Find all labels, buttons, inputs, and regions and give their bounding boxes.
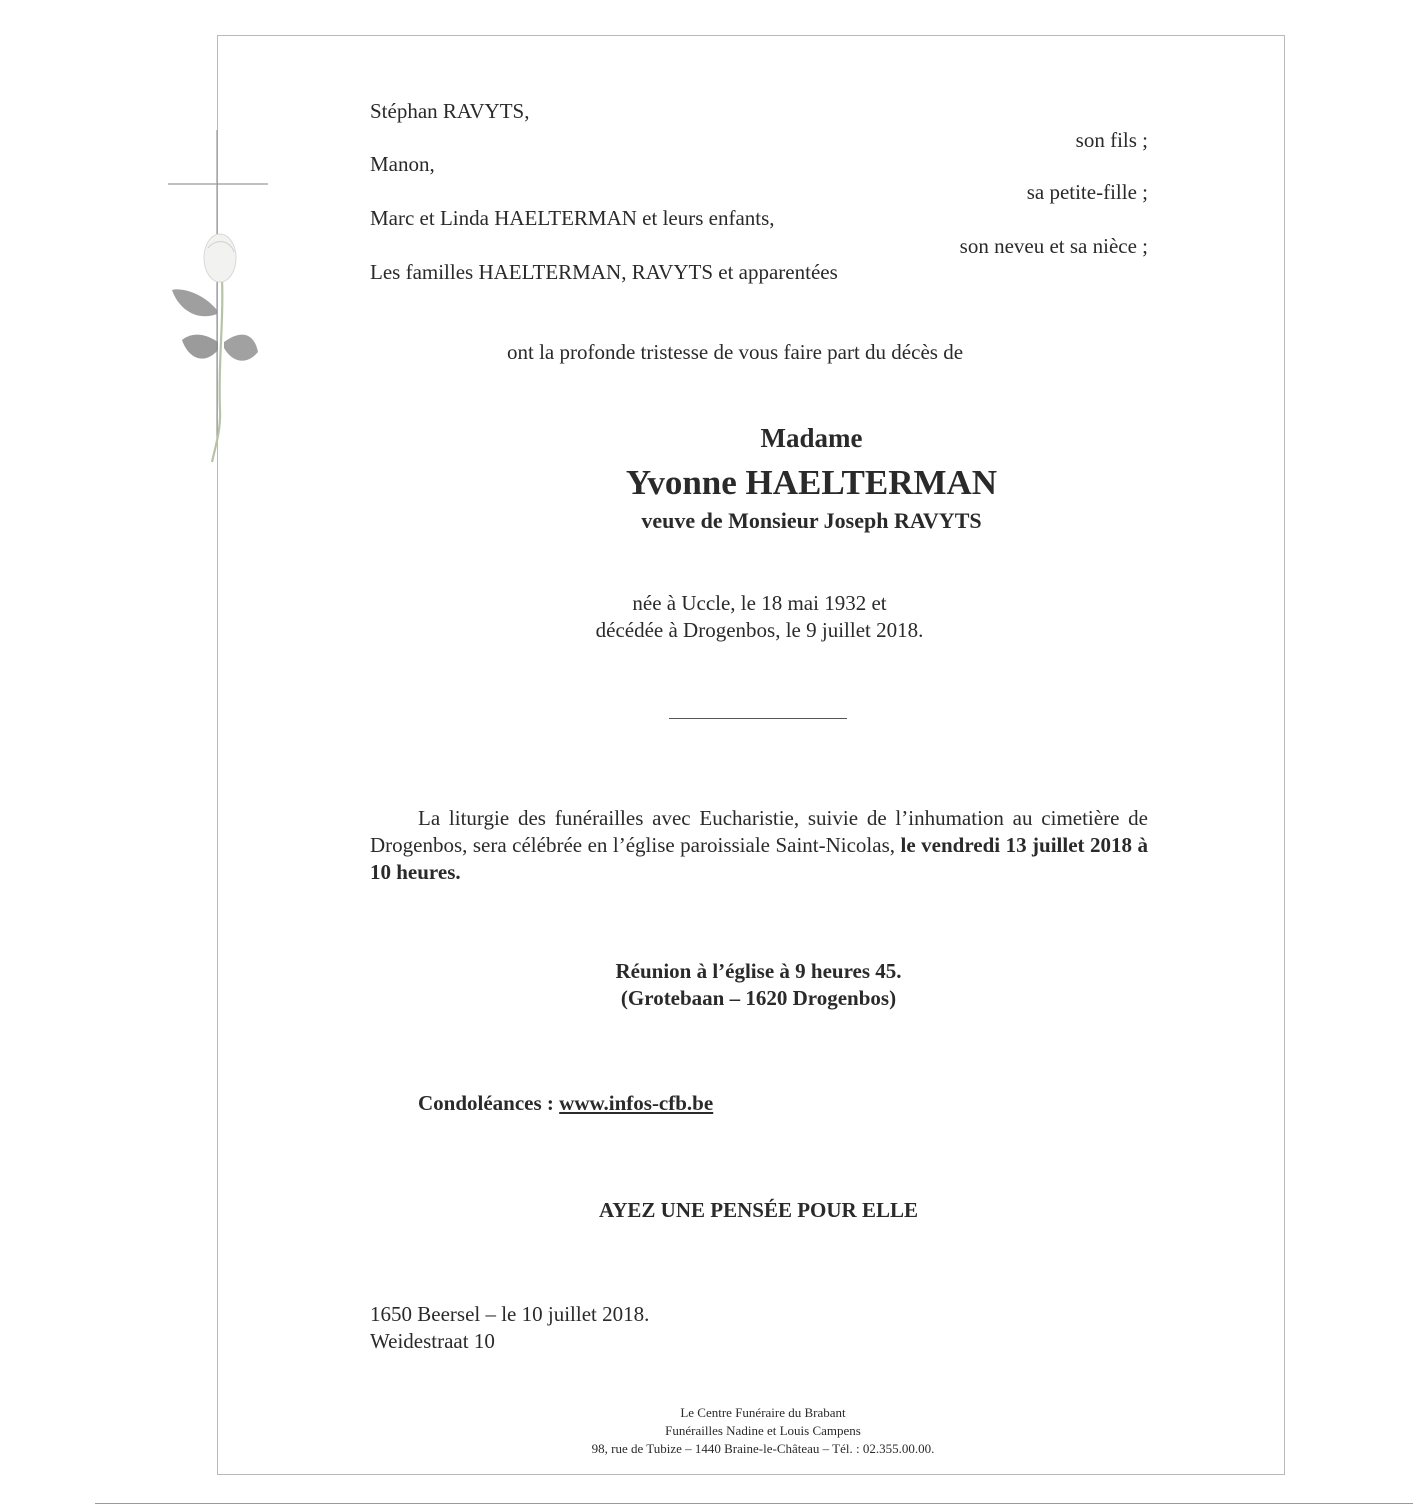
birth-info: née à Uccle, le 18 mai 1932 et xyxy=(632,591,887,615)
condolences-link[interactable]: www.infos-cfb.be xyxy=(559,1091,714,1115)
death-info: décédée à Drogenbos, le 9 juillet 2018. xyxy=(595,618,924,642)
family-name-3: Marc et Linda HAELTERMAN et leurs enfants, xyxy=(370,206,775,230)
separator-line xyxy=(669,718,847,719)
announcement-text: ont la profonde tristesse de vous faire part du décès de xyxy=(507,340,964,364)
motto: AYEZ UNE PENSÉE POUR ELLE xyxy=(599,1198,918,1222)
condolences-line xyxy=(418,1093,713,1114)
family-name-1: Stéphan RAVYTS, xyxy=(370,99,530,123)
family-relation-2: sa petite-fille ; xyxy=(1026,180,1148,204)
deceased-name: Yvonne HAELTERMAN xyxy=(625,463,998,502)
meeting-line-1: Réunion à l’église à 9 heures 45. xyxy=(615,959,902,983)
family-name-2: Manon, xyxy=(370,152,435,176)
deceased-widow-of: veuve de Monsieur Joseph RAVYTS xyxy=(641,508,982,533)
condolences-label: Condoléances : xyxy=(418,1091,554,1115)
address-line-2: Weidestraat 10 xyxy=(370,1329,495,1353)
ceremony-paragraph xyxy=(370,805,1148,886)
family-name-4: Les familles HAELTERMAN, RAVYTS et apparentées xyxy=(370,260,838,284)
address-line-1: 1650 Beersel – le 10 juillet 2018. xyxy=(370,1302,650,1326)
ceremony-date-time: le vendredi 13 juillet 2018 à 10 heures. xyxy=(370,833,1148,884)
funeral-home-line-1: Le Centre Funéraire du Brabant xyxy=(680,1405,846,1420)
family-relation-1: son fils ; xyxy=(1075,128,1148,152)
cross-and-rose-icon xyxy=(160,130,270,470)
ceremony-text: La liturgie des funérailles avec Eucharistie, suivie de l’inhumation au cimetière de Drogenbos, sera célébrée en l’église paroissiale Saint-Nicolas, xyxy=(370,806,1148,857)
meeting-line-2: (Grotebaan – 1620 Drogenbos) xyxy=(620,986,897,1010)
family-relation-3: son neveu et sa nièce ; xyxy=(959,234,1148,258)
deceased-title: Madame xyxy=(760,423,863,453)
funeral-home-line-3: 98, rue de Tubize – 1440 Braine-le-Château – Tél. : 02.355.00.00. xyxy=(591,1441,935,1456)
funeral-home-line-2: Funérailles Nadine et Louis Campens xyxy=(665,1423,861,1438)
bottom-rule xyxy=(95,1503,1413,1504)
